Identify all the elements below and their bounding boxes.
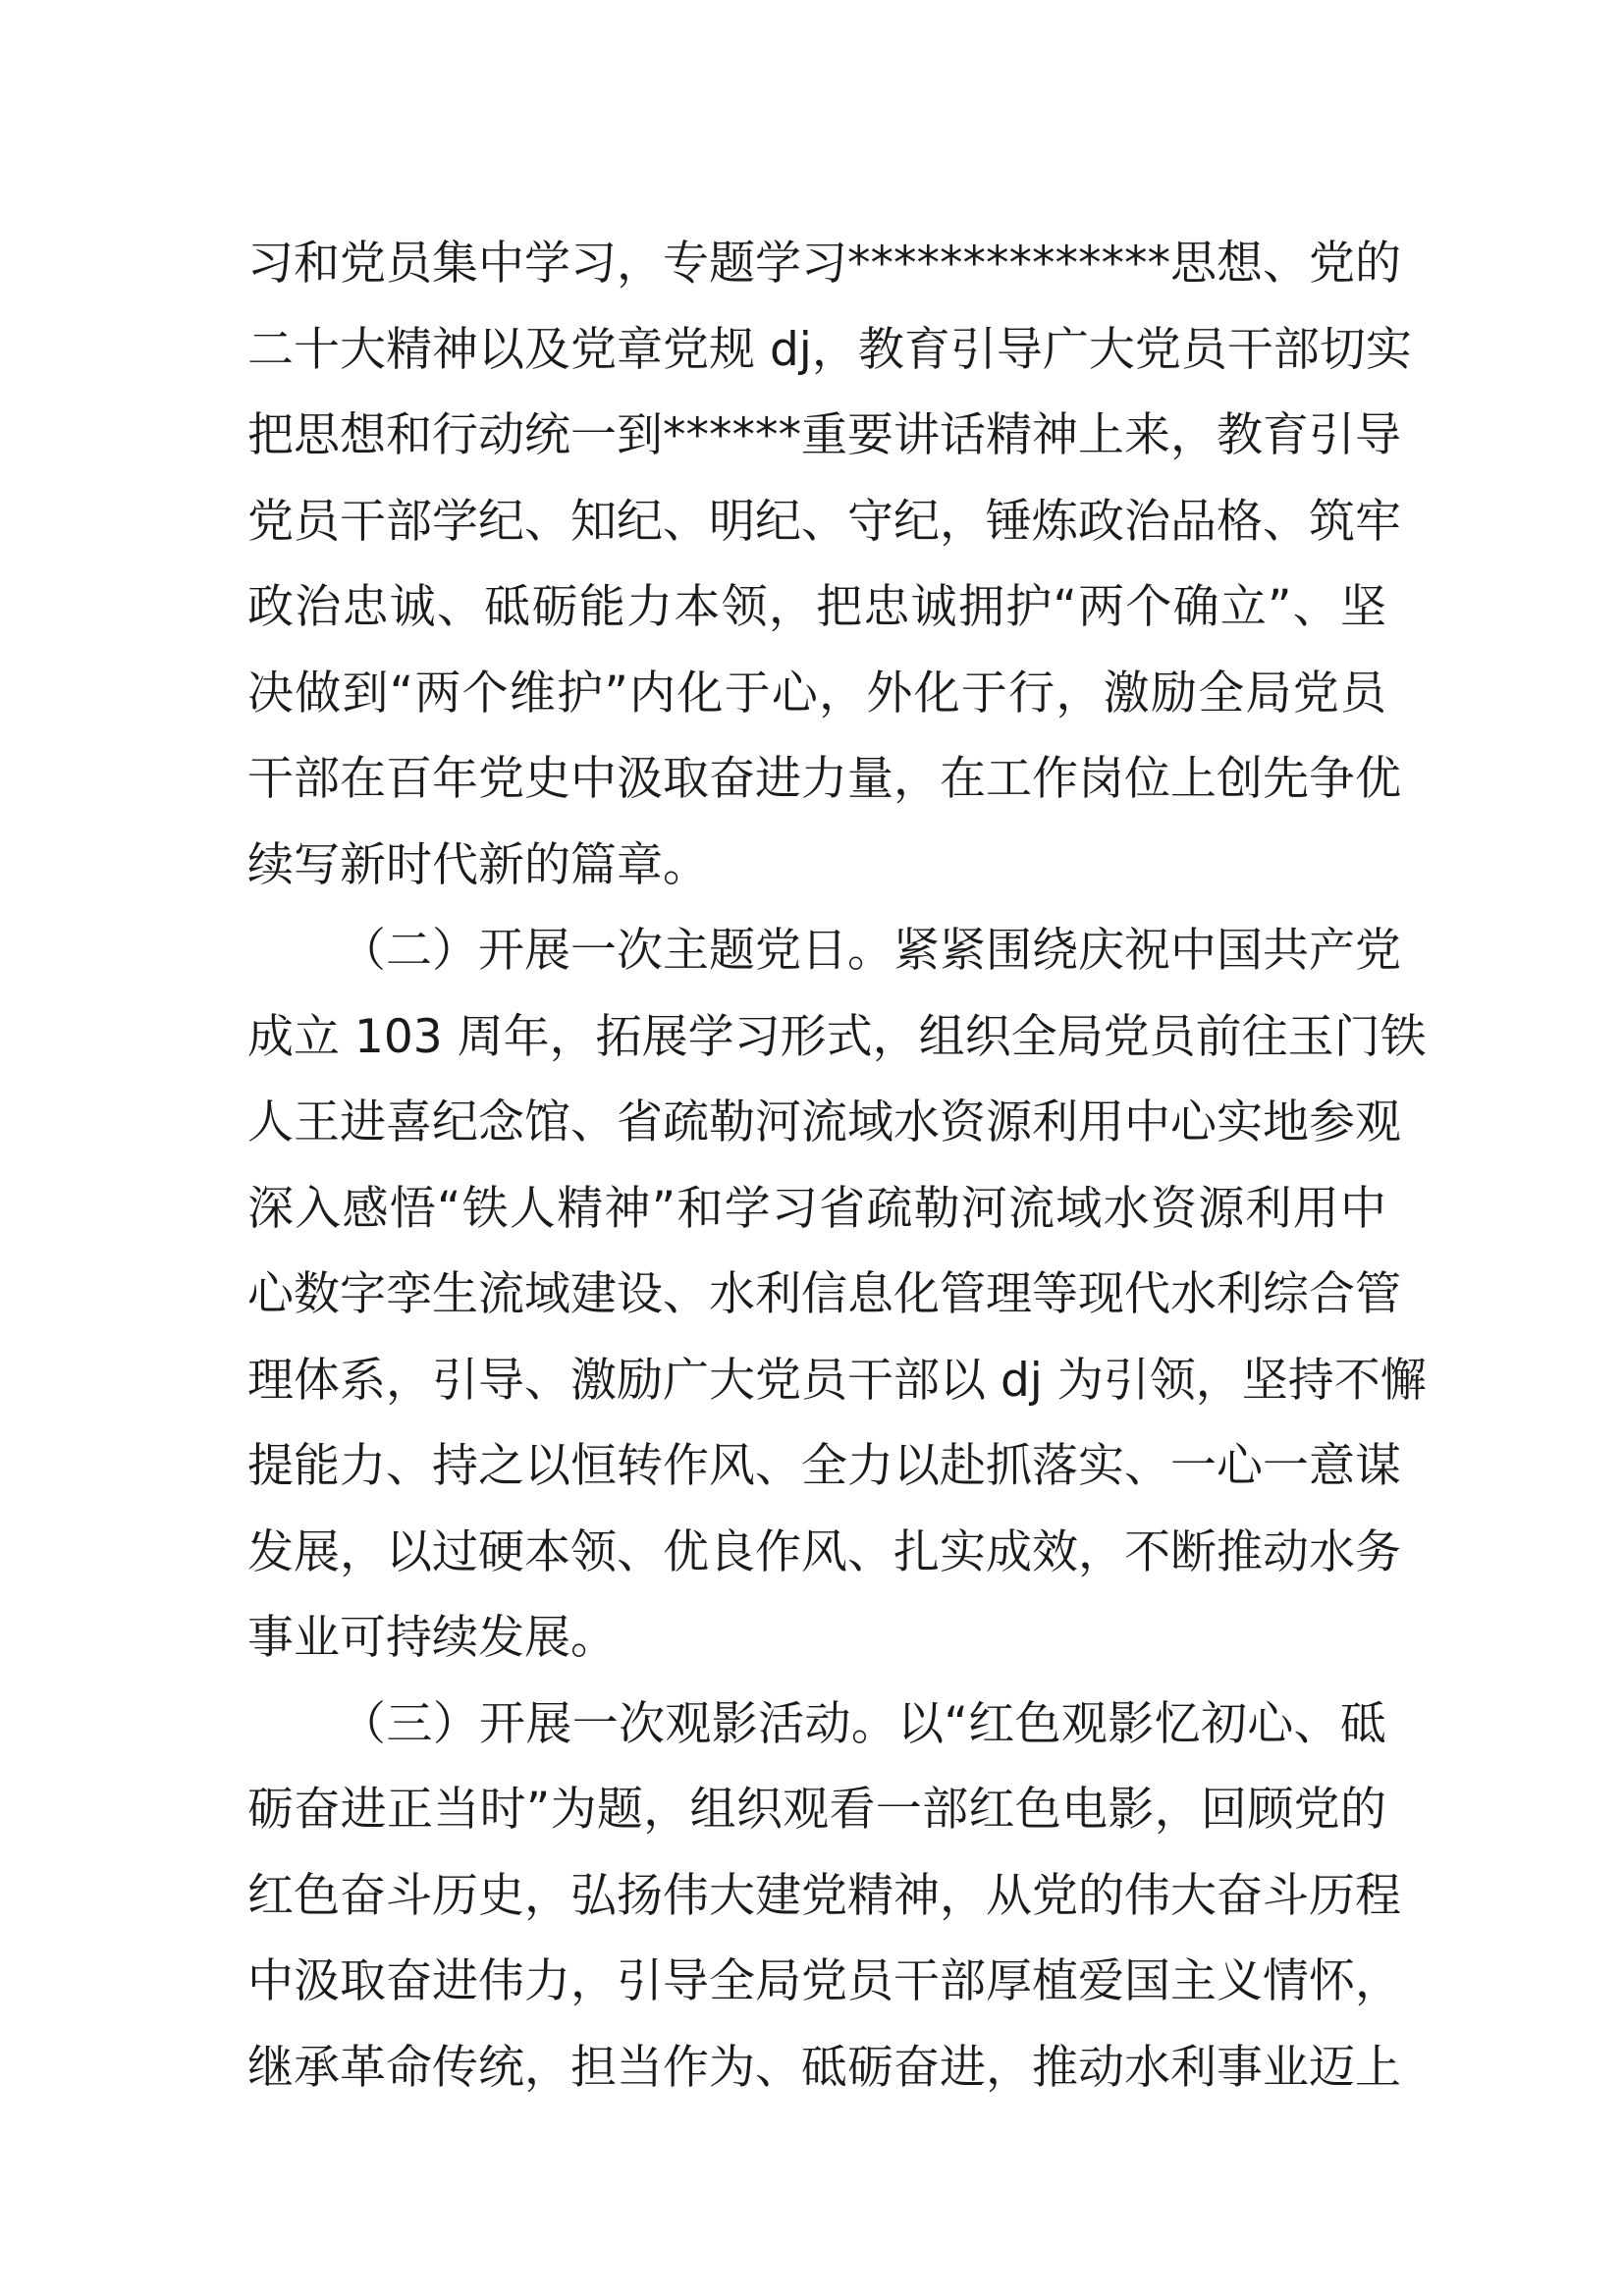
text-line: 决做到“两个维护”内化于心，外化于行，激励全局党员 bbox=[247, 666, 1386, 721]
text-line: （三）开展一次观影活动。以“红色观影忆初心、砥 bbox=[340, 1696, 1386, 1751]
text-line: 人王进喜纪念馆、省疏勒河流域水资源利用中心实地参观 bbox=[247, 1095, 1401, 1149]
text-line: 政治忠诚、砥砺能力本领，把忠诚拥护“两个确立”、坚 bbox=[247, 580, 1386, 634]
text-line: 继承革命传统，担当作为、砥砺奋进，推动水利事业迈上 bbox=[247, 2040, 1401, 2095]
paragraph-3 bbox=[247, 1682, 1401, 2111]
text-line: 事业可持续发展。 bbox=[247, 1611, 617, 1665]
paragraph-2 bbox=[247, 908, 1427, 1682]
text-line: 干部在百年党史中汲取奋进力量，在工作岗位上创先争优 bbox=[247, 752, 1401, 806]
text-line: 深入感悟“铁人精神”和学习省疏勒河流域水资源利用中 bbox=[247, 1181, 1386, 1236]
text-line: 理体系，引导、激励广大党员干部以 dj 为引领，坚持不懈 bbox=[247, 1353, 1427, 1408]
text-line: 二十大精神以及党章党规 dj，教育引导广大党员干部切实 bbox=[247, 322, 1412, 377]
text-line: 习和党员集中学习，专题学习**************思想、党的 bbox=[247, 237, 1401, 291]
text-line: 提能力、持之以恒转作风、全力以赴抓落实、一心一意谋 bbox=[247, 1439, 1401, 1493]
text-line: 砺奋进正当时”为题，组织观看一部红色电影，回顾党的 bbox=[247, 1783, 1386, 1837]
text-line: 续写新时代新的篇章。 bbox=[247, 837, 709, 892]
document-body bbox=[247, 221, 1427, 2110]
text-line: （二）开展一次主题党日。紧紧围绕庆祝中国共产党 bbox=[340, 924, 1401, 978]
text-line: 成立 103 周年，拓展学习形式，组织全局党员前往玉门铁 bbox=[247, 1009, 1427, 1064]
paragraph-1 bbox=[247, 221, 1412, 908]
text-line: 把思想和行动统一到******重要讲话精神上来，教育引导 bbox=[247, 408, 1401, 462]
text-line: 中汲取奋进伟力，引导全局党员干部厚植爱国主义情怀， bbox=[247, 1954, 1401, 2008]
text-line: 心数字孪生流域建设、水利信息化管理等现代水利综合管 bbox=[247, 1267, 1401, 1321]
text-line: 发展，以过硬本领、优良作风、扎实成效，不断推动水务 bbox=[247, 1524, 1401, 1579]
text-line: 党员干部学纪、知纪、明纪、守纪，锤炼政治品格、筑牢 bbox=[247, 494, 1401, 549]
text-line: 红色奋斗历史，弘扬伟大建党精神，从党的伟大奋斗历程 bbox=[247, 1868, 1401, 1923]
